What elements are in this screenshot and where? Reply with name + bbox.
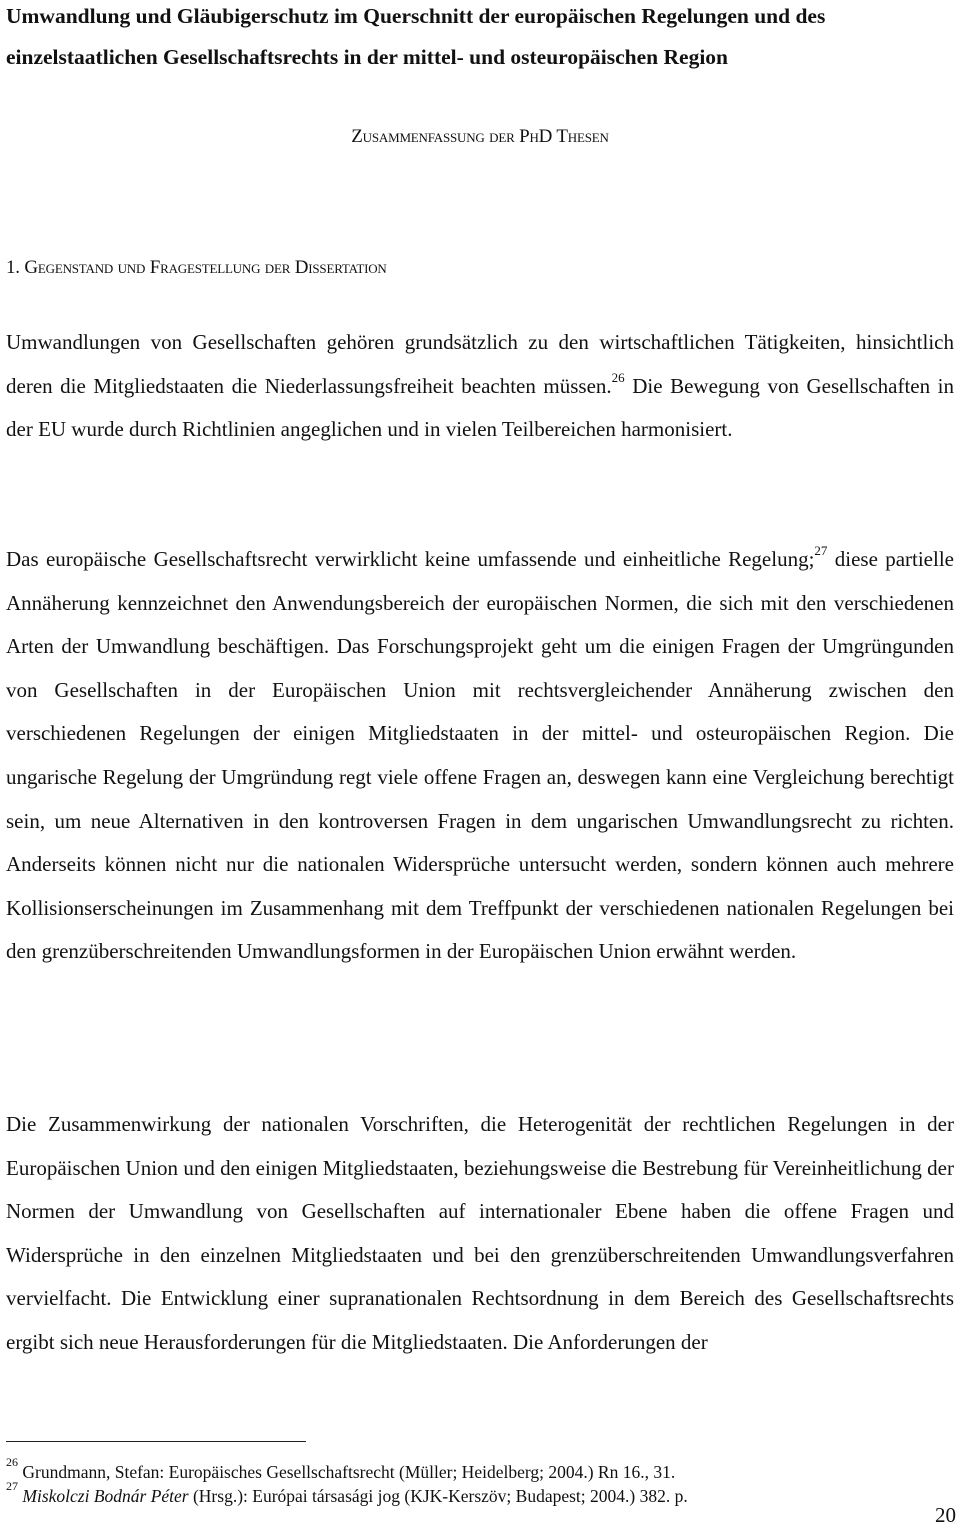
page-number: 20	[935, 1503, 956, 1527]
footnote-text: Grundmann, Stefan: Europäisches Gesellschaftsrecht (Müller; Heidelberg; 2004.) Rn 16., 31.	[22, 1461, 676, 1482]
footnote-ref-26: 26	[611, 369, 625, 385]
paragraph-2-text-b: diese partielle Annäherung kennzeichnet den Anwendungsbereich der europäischen Normen, die sich mit den verschiedenen Arten der Umwandlung beschäftigen. Das Forschungsprojekt geht um die einigen Fragen der Umgrüngunden von Gesellschaften in der Europäischen Union mit rechtsvergleichender Annäherung zwischen den verschiedenen Regelungen der einigen Mitgliedstaaten in der mittel- und osteuropäischen Region. Die ungarische Regelung der Umgründung regt viele offene Fragen an, deswegen kann eine Vergleichung berechtigt sein, um neue Alternativen in den kontroversen Fragen in dem ungarischen Umwandlungsrecht zu richten. Anderseits können nicht nur die nationalen Widersprüche untersucht werden, sondern können auch mehrere Kollisionserscheinungen im Zusammenhang mit dem Treffpunkt der verschiedenen nationalen Regelungen bei den grenzüberschreitenden Umwandlungsformen in der Europäischen Union erwähnt werden.	[6, 547, 954, 964]
document-subtitle: Zusammenfassung der PhD Thesen	[351, 126, 609, 147]
footnote-26	[6, 1456, 675, 1483]
footnote-ref-27: 27	[814, 543, 828, 558]
paragraph-1-text-a: Umwandlungen von Gesellschaften gehören grundsätzlich zu den wirtschaftlichen Tätigkeiten, hinsichtlich deren die Mitgliedstaaten die Niederlassungsfreiheit beachten müssen.	[6, 330, 954, 398]
footnote-number: 26	[6, 1455, 18, 1469]
paragraph-1	[6, 321, 954, 452]
paragraph-2-text-a: Das europäische Gesellschaftsrecht verwirklicht keine umfassende und einheitliche Regelung;	[6, 547, 815, 571]
footnote-text: (Hrsg.): Európai társasági jog (KJK-Kerszöv; Budapest; 2004.) 382. p.	[188, 1485, 688, 1506]
paragraph-3: Die Zusammenwirkung der nationalen Vorschriften, die Heterogenität der rechtlichen Regelungen in der Europäischen Union und den einigen Mitgliedstaaten, beziehungsweise die Bestrebung für Vereinheitlichung der Normen der Umwandlung von Gesellschaften auf internationaler Ebene haben die offene Fragen und Widersprüche in den einzelnen Mitgliedstaaten und bei den grenzüberschreitenden Umwandlungsverfahren vervielfacht. Die Entwicklung einer supranationalen Rechtsordnung in dem Bereich des Gesellschaftsrechts ergibt sich neue Herausforderungen für die Mitgliedstaaten. Die Anforderungen der	[6, 1112, 954, 1354]
footnote-number: 27	[6, 1479, 18, 1493]
footnote-author: Miskolczi Bodnár Péter	[22, 1485, 189, 1506]
section-heading: 1. Gegenstand und Fragestellung der Dissertation	[6, 257, 387, 278]
paragraph-2	[6, 538, 954, 974]
footnote-27	[6, 1480, 688, 1507]
paragraph-1-text-b: Die Bewegung von Gesellschaften in der EU wurde durch Richtlinien angeglichen und in vielen Teilbereichen harmonisiert.	[6, 373, 954, 442]
footnote-separator	[6, 1441, 306, 1442]
document-title: Umwandlung und Gläubigerschutz im Querschnitt der europäischen Regelungen und des einzelstaatlichen Gesellschaftsrechts in der mittel- und osteuropäischen Region	[6, 4, 826, 69]
